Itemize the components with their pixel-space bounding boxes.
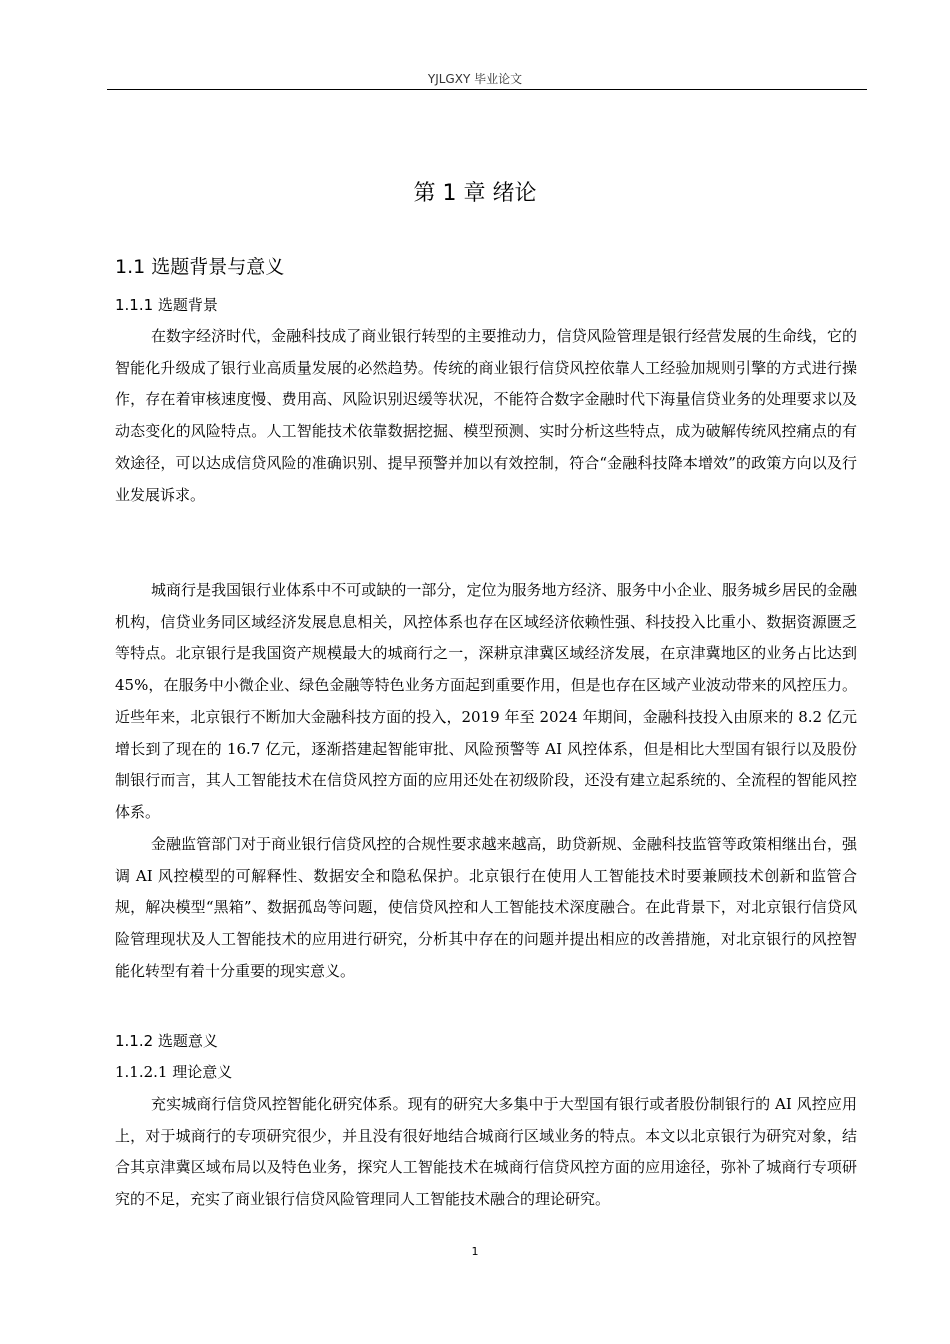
section-heading-1-1-2-1: 1.1.2.1 理论意义 xyxy=(115,1063,233,1081)
section-heading-1-1-2: 1.1.2 选题意义 xyxy=(115,1032,218,1050)
header-divider xyxy=(107,89,867,90)
page-number: 1 xyxy=(471,1245,479,1258)
paragraph-background-3: 金融监管部门对于商业银行信贷风控的合规性要求越来越高，助贷新规、金融科技监管等政策相继出台，强调 AI 风控模型的可解释性、数据安全和隐私保护。北京银行在使用人工智能技术时要兼顾技术创新和监管合规，解决模型“黑箱”、数据孤岛等问题，使信贷风控和人工智能技术深度融合。在此背景下，对北京银行信贷风险管理现状及人工智能技术的应用进行研究，分析其中存在的问题并提出相应的改善措施，对北京银行的风控智能化转型有着十分重要的现实意义。 xyxy=(115,835,857,980)
section-heading-1-1-1: 1.1.1 选题背景 xyxy=(115,296,218,314)
section-heading-1-1: 1.1 选题背景与意义 xyxy=(115,256,285,278)
paragraph-background-1: 在数字经济时代，金融科技成了商业银行转型的主要推动力，信贷风险管理是银行经营发展的生命线，它的智能化升级成了银行业高质量发展的必然趋势。传统的商业银行信贷风控依靠人工经验加规则引擎的方式进行操作，存在着审核速度慢、费用高、风险识别迟缓等状况，不能符合数字金融时代下海量信贷业务的处理要求以及动态变化的风险特点。人工智能技术依靠数据挖掘、模型预测、实时分析这些特点，成为破解传统风控痛点的有效途径，可以达成信贷风险的准确识别、提早预警并加以有效控制，符合“金融科技降本增效”的政策方向以及行业发展诉求。 xyxy=(115,327,857,504)
paragraph-theoretical-significance: 充实城商行信贷风控智能化研究体系。现有的研究大多集中于大型国有银行或者股份制银行的 AI 风控应用上，对于城商行的专项研究很少，并且没有很好地结合城商行区域业务的特点。本文以北京银行为研究对象，结合其京津冀区域布局以及特色业务，探究人工智能技术在城商行信贷风控方面的应用途径，弥补了城商行专项研究的不足，充实了商业银行信贷风险管理同人工智能技术融合的理论研究。 xyxy=(115,1095,857,1209)
paragraph-background-2: 城商行是我国银行业体系中不可或缺的一部分，定位为服务地方经济、服务中小企业、服务城乡居民的金融机构，信贷业务同区域经济发展息息相关，风控体系也存在区域经济依赖性强、科技投入比重小、数据资源匮乏等特点。北京银行是我国资产规模最大的城商行之一，深耕京津冀区域经济发展，在京津冀地区的业务占比达到 45%，在服务中小微企业、绿色金融等特色业务方面起到重要作用，但是也存在区域产业波动带来的风控压力。近些年来，北京银行不断加大金融科技方面的投入，2019 年至 2024 年期间，金融科技投入由原来的 8.2 亿元增长到了现在的 16.7 亿元，逐渐搭建起智能审批、风险预警等 AI 风控体系，但是相比大型国有银行以及股份制银行而言，其人工智能技术在信贷风控方面的应用还处在初级阶段，还没有建立起系统的、全流程的智能风控体系。 xyxy=(115,581,857,821)
running-header: YJLGXY 毕业论文 xyxy=(427,72,523,86)
chapter-title: 第 1 章 绪论 xyxy=(413,181,537,206)
